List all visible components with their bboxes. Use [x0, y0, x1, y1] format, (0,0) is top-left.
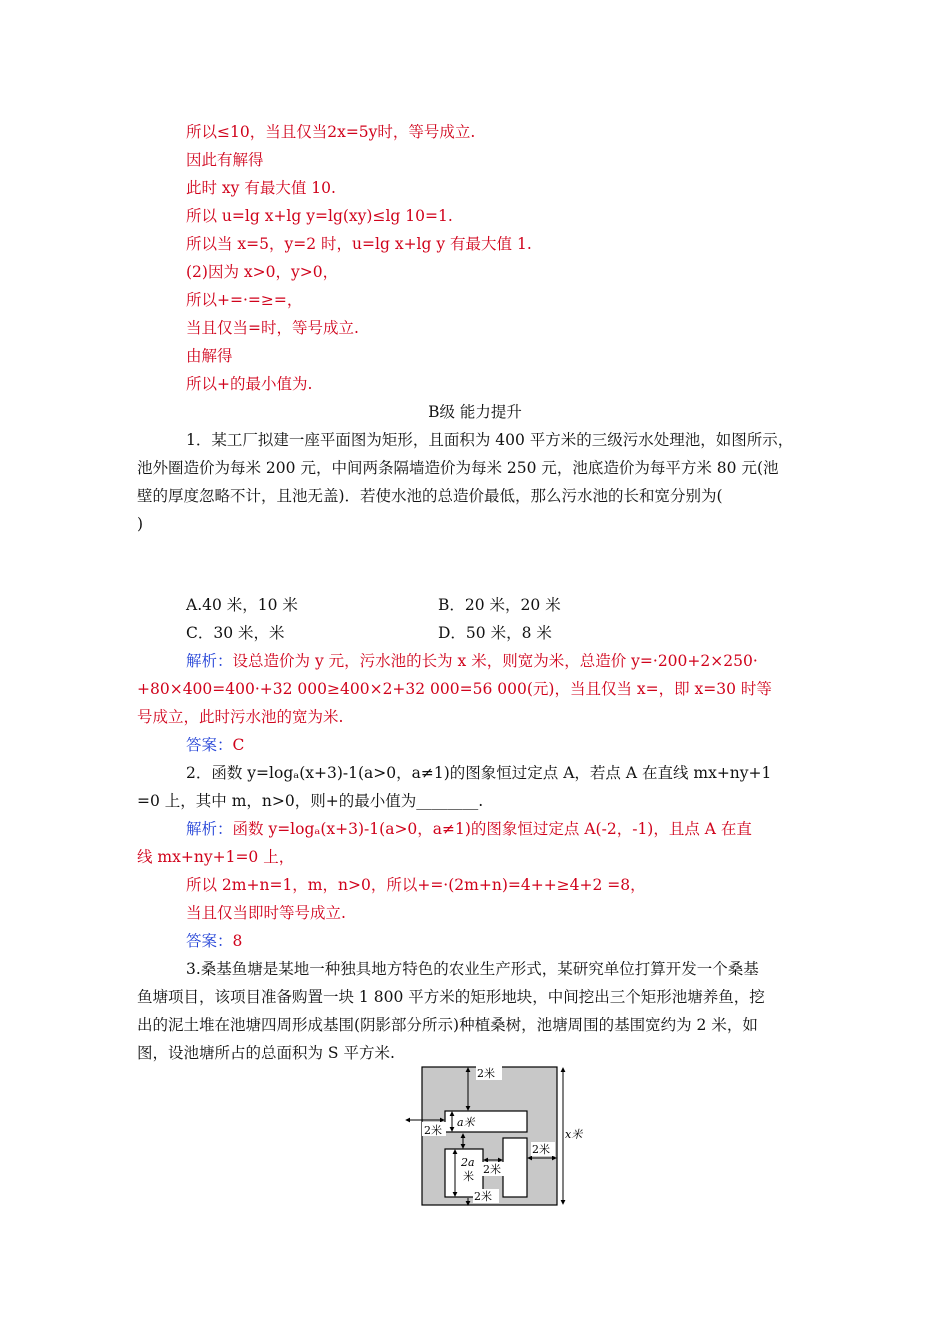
q2-analysis-label: 解析：: [186, 820, 233, 838]
q1-choice-c: C．30 米，米: [186, 624, 285, 642]
q1-line-2: 池外圈造价为每米 200 元，中间两条隔墙造价为每米 250 元，池底造价为每平方米 80 元(池: [137, 459, 779, 477]
pond-figure: [405, 1062, 585, 1212]
label-x: x米: [565, 1128, 583, 1141]
q1-answer-label: 答案：: [186, 736, 233, 754]
q2-answer-value: 8: [232, 932, 243, 950]
label-bottom: 2米: [474, 1190, 492, 1203]
solution-line-1: 所以≤10，当且仅当2x=5y时，等号成立.: [186, 123, 476, 141]
q2-line-2: =0 上，其中 m，n>0，则+的最小值为________.: [137, 792, 484, 810]
label-a: a米: [457, 1116, 475, 1129]
solution-line-4: 所以 u=lg x+lg y=lg(xy)≤lg 10=1.: [186, 207, 453, 225]
q3-line-4: 图，设池塘所占的总面积为 S 平方米.: [137, 1044, 395, 1062]
q2-analysis-line-1: [186, 819, 752, 839]
q1-analysis-label: 解析：: [186, 652, 233, 670]
solution-line-8: 当且仅当=时，等号成立.: [186, 319, 359, 337]
q2-line-1: 2．函数 y=logₐ(x+3)-1(a>0，a≠1)的图象恒过定点 A，若点 A 在直线 mx+ny+1: [186, 764, 772, 782]
q2-answer-label: 答案：: [186, 932, 233, 950]
q1-line-1: 1．某工厂拟建一座平面图为矩形，且面积为 400 平方米的三级污水处理池，如图所示，: [186, 431, 794, 449]
solution-line-6: (2)因为 x>0，y>0，: [186, 263, 339, 281]
solution-line-5: 所以当 x=5，y=2 时，u=lg x+lg y 有最大值 1.: [186, 235, 532, 253]
q3-line-3: 出的泥土堆在池塘四周形成基围(阴影部分所示)种植桑树，池塘周围的基围宽约为 2 米，如: [137, 1016, 758, 1034]
q1-answer-value: C: [232, 736, 245, 754]
solution-line-10: 所以+的最小值为.: [186, 375, 313, 393]
q1-analysis-text-1: 设总造价为 y 元，污水池的长为 x 米，则宽为米，总造价 y=·200+2×250·: [232, 652, 758, 670]
label-middle: 2米: [483, 1163, 501, 1176]
q1-choice-d: D．50 米，8 米: [438, 624, 552, 642]
label-left: 2米: [424, 1124, 442, 1137]
q2-analysis-line-4: 当且仅当即时等号成立.: [186, 904, 346, 922]
label-top: 2米: [477, 1067, 495, 1080]
solution-line-2: 因此有解得: [186, 151, 264, 169]
solution-line-7: 所以+=·=≥=，: [186, 291, 303, 309]
q1-choice-a: A.40 米，10 米: [186, 596, 298, 614]
label-2a-unit: 米: [463, 1170, 474, 1183]
q1-analysis-line-3: 号成立，此时污水池的宽为米.: [137, 708, 344, 726]
section-title: B级 能力提升: [428, 403, 522, 421]
q3-line-2: 鱼塘项目，该项目准备购置一块 1 800 平方米的矩形地块，中间挖出三个矩形池塘养鱼，挖: [137, 988, 765, 1006]
q1-analysis-line-2: +80×400=400·+32 000≥400×2+32 000=56 000(元)，当且仅当 x=，即 x=30 时等: [137, 680, 772, 698]
solution-line-3: 此时 xy 有最大值 10.: [186, 179, 336, 197]
q1-answer-line: [186, 735, 244, 755]
q1-line-3: 壁的厚度忽略不计，且池无盖)．若使水池的总造价最低，那么污水池的长和宽分别为(: [137, 487, 723, 505]
q1-choice-b: B．20 米，20 米: [438, 596, 561, 614]
q2-analysis-text-1: 函数 y=logₐ(x+3)-1(a>0，a≠1)的图象恒过定点 A(-2，-1)，且点 A 在直: [232, 820, 752, 838]
q3-line-1: 3.桑基鱼塘是某地一种独具地方特色的农业生产形式，某研究单位打算开发一个桑基: [186, 960, 759, 978]
q2-analysis-line-3: 所以 2m+n=1，m，n>0，所以+=·(2m+n)=4++≥4+2 =8，: [186, 876, 646, 894]
label-2a: 2a: [461, 1156, 475, 1169]
pond-right: [503, 1138, 527, 1197]
label-right: 2米: [532, 1143, 550, 1156]
solution-line-9: 由解得: [186, 347, 233, 365]
q1-analysis-line-1: [186, 651, 758, 671]
q2-analysis-line-2: 线 mx+ny+1=0 上，: [137, 848, 295, 866]
q2-answer-line: [186, 931, 242, 951]
q1-line-4: ): [137, 515, 144, 533]
